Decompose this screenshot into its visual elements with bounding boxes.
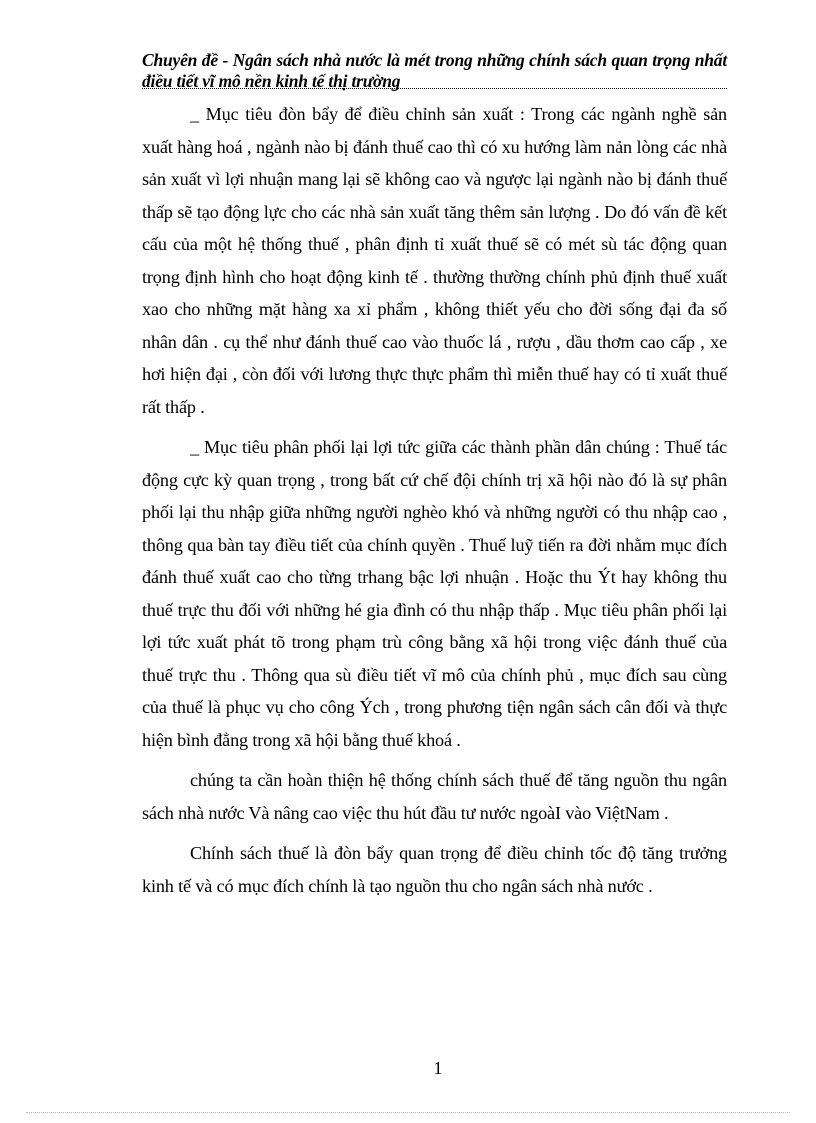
document-body	[142, 98, 727, 910]
body-paragraph: chúng ta cần hoàn thiện hệ thống chính sách thuế để tăng nguồn thu ngân sách nhà nước Và nâng cao việc thu hút đầu tư nước ngoàI vào ViệtNam .	[142, 770, 727, 823]
body-paragraph: _ Mục tiêu phân phối lại lợi tức giữa các thành phần dân chúng : Thuế tác động cực kỳ quan trọng , trong bất cứ chế đội chính trị xã hội nào đó là sự phân phối lại thu nhập giữa những người nghèo khó và những người có thu nhập cao , thông qua bàn tay điều tiết của chính quyền . Thuế luỹ tiến ra đời nhằm mục đích đánh thuế xuất cao cho từng trhang bậc lợi nhuận . Hoặc thu Ýt hay không thu thuế trực thu đối với những hé gia đình có thu nhập thấp . Mục tiêu phân phối lại lợi tức xuất phát tõ trong phạm trù công bằng xã hội trong việc đánh thuế của thuế trực thu . Thông qua sù điều tiết vĩ mô của chính phủ , mục đích sau cùng của thuế là phục vụ cho công Ých , trong phương tiện ngân sách cân đối và thực hiện bình đẳng trong xã hội bằng thuế khoá .	[142, 437, 727, 750]
page-bottom-divider	[26, 1112, 790, 1113]
header-divider	[142, 88, 727, 89]
page-number: 1	[433, 1058, 443, 1078]
document-header: Chuyên đề - Ngân sách nhà nước là mét trong những chính sách quan trọng nhất điều tiết vĩ mô nền kinh tế thị trường	[142, 50, 727, 91]
body-paragraph: _ Mục tiêu đòn bẩy để điều chỉnh sản xuất : Trong các ngành nghề sản xuất hàng hoá , ngành nào bị đánh thuế cao thì có xu hướng làm nản lòng các nhà sản xuất vì lợi nhuận mang lại sẽ không cao và ngược lại ngành nào bị đánh thuế thấp sẽ tạo động lực cho các nhà sản xuất tăng thêm sản lượng . Do đó vấn đề kết cấu của một hệ thống thuế , phân định tỉ xuất thuế sẽ có mét sù tác động quan trọng định hình cho hoạt động kinh tế . thường thường chính phủ định thuế xuất xao cho những mặt hàng xa xỉ phẩm , không thiết yếu cho đời sống đại đa số nhân dân . cụ thể như đánh thuế cao vào thuốc lá , rượu , dầu thơm cao cấp , xe hơi hiện đại , còn đối với lương thực thực phẩm thì miễn thuế hay có tỉ xuất thuế rất thấp .	[142, 104, 727, 417]
body-paragraph: Chính sách thuế là đòn bẩy quan trọng để điều chỉnh tốc độ tăng trưởng kinh tế và có mục đích chính là tạo nguồn thu cho ngân sách nhà nước .	[142, 843, 727, 896]
